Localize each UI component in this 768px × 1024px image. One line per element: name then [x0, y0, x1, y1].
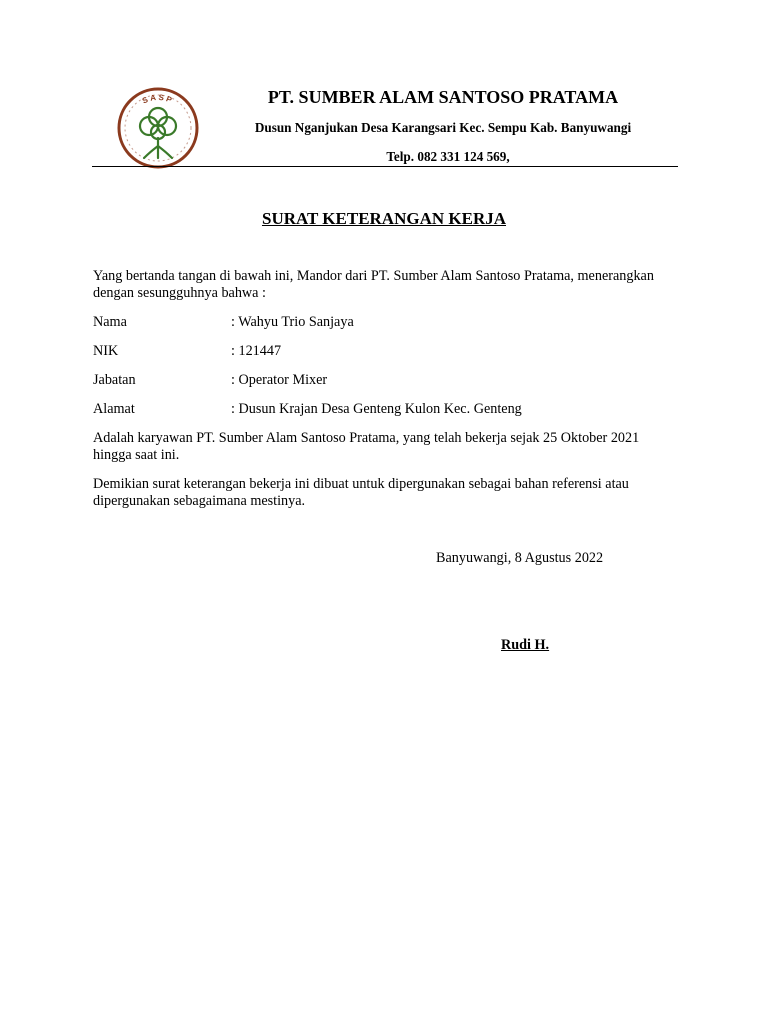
company-logo	[116, 86, 200, 170]
field-label: NIK	[93, 343, 119, 359]
document-title: SURAT KETERANGAN KERJA	[261, 209, 507, 228]
field-label: Nama	[93, 314, 127, 330]
employment-statement: Adalah karyawan PT. Sumber Alam Santoso Pratama, yang telah bekerja sejak 25 Oktober 2021 hingga saat ini.	[93, 430, 640, 463]
field-label: Jabatan	[93, 372, 136, 388]
field-row-jabatan	[93, 372, 673, 401]
employee-details	[93, 314, 673, 430]
company-phone: Telp. 082 331 124 569,	[386, 149, 510, 164]
field-value: : Dusun Krajan Desa Genteng Kulon Kec. Genteng	[231, 401, 522, 417]
field-label: Alamat	[93, 401, 135, 417]
header-divider	[92, 166, 678, 167]
closing-paragraph: Demikian surat keterangan bekerja ini dibuat untuk dipergunakan sebagai bahan referensi atau dipergunakan sebagaimana mestinya.	[93, 476, 629, 509]
field-value: : Operator Mixer	[231, 372, 328, 388]
field-row-alamat	[93, 401, 673, 430]
field-row-nik	[93, 343, 673, 372]
field-value: : 121447	[231, 343, 282, 359]
company-address: Dusun Nganjukan Desa Karangsari Kec. Sempu Kab. Banyuwangi	[254, 120, 632, 135]
field-value: : Wahyu Trio Sanjaya	[231, 314, 354, 330]
company-name: PT. SUMBER ALAM SANTOSO PRATAMA	[267, 87, 619, 107]
place-date: Banyuwangi, 8 Agustus 2022	[436, 550, 604, 566]
tree-logo-icon	[116, 86, 200, 170]
field-row-nama	[93, 314, 673, 343]
intro-paragraph: Yang bertanda tangan di bawah ini, Mandor dari PT. Sumber Alam Santoso Pratama, menerangkan dengan sesungguhnya bahwa :	[93, 268, 654, 301]
logo-text: SASP	[140, 92, 176, 106]
signer-name: Rudi H.	[501, 637, 550, 653]
